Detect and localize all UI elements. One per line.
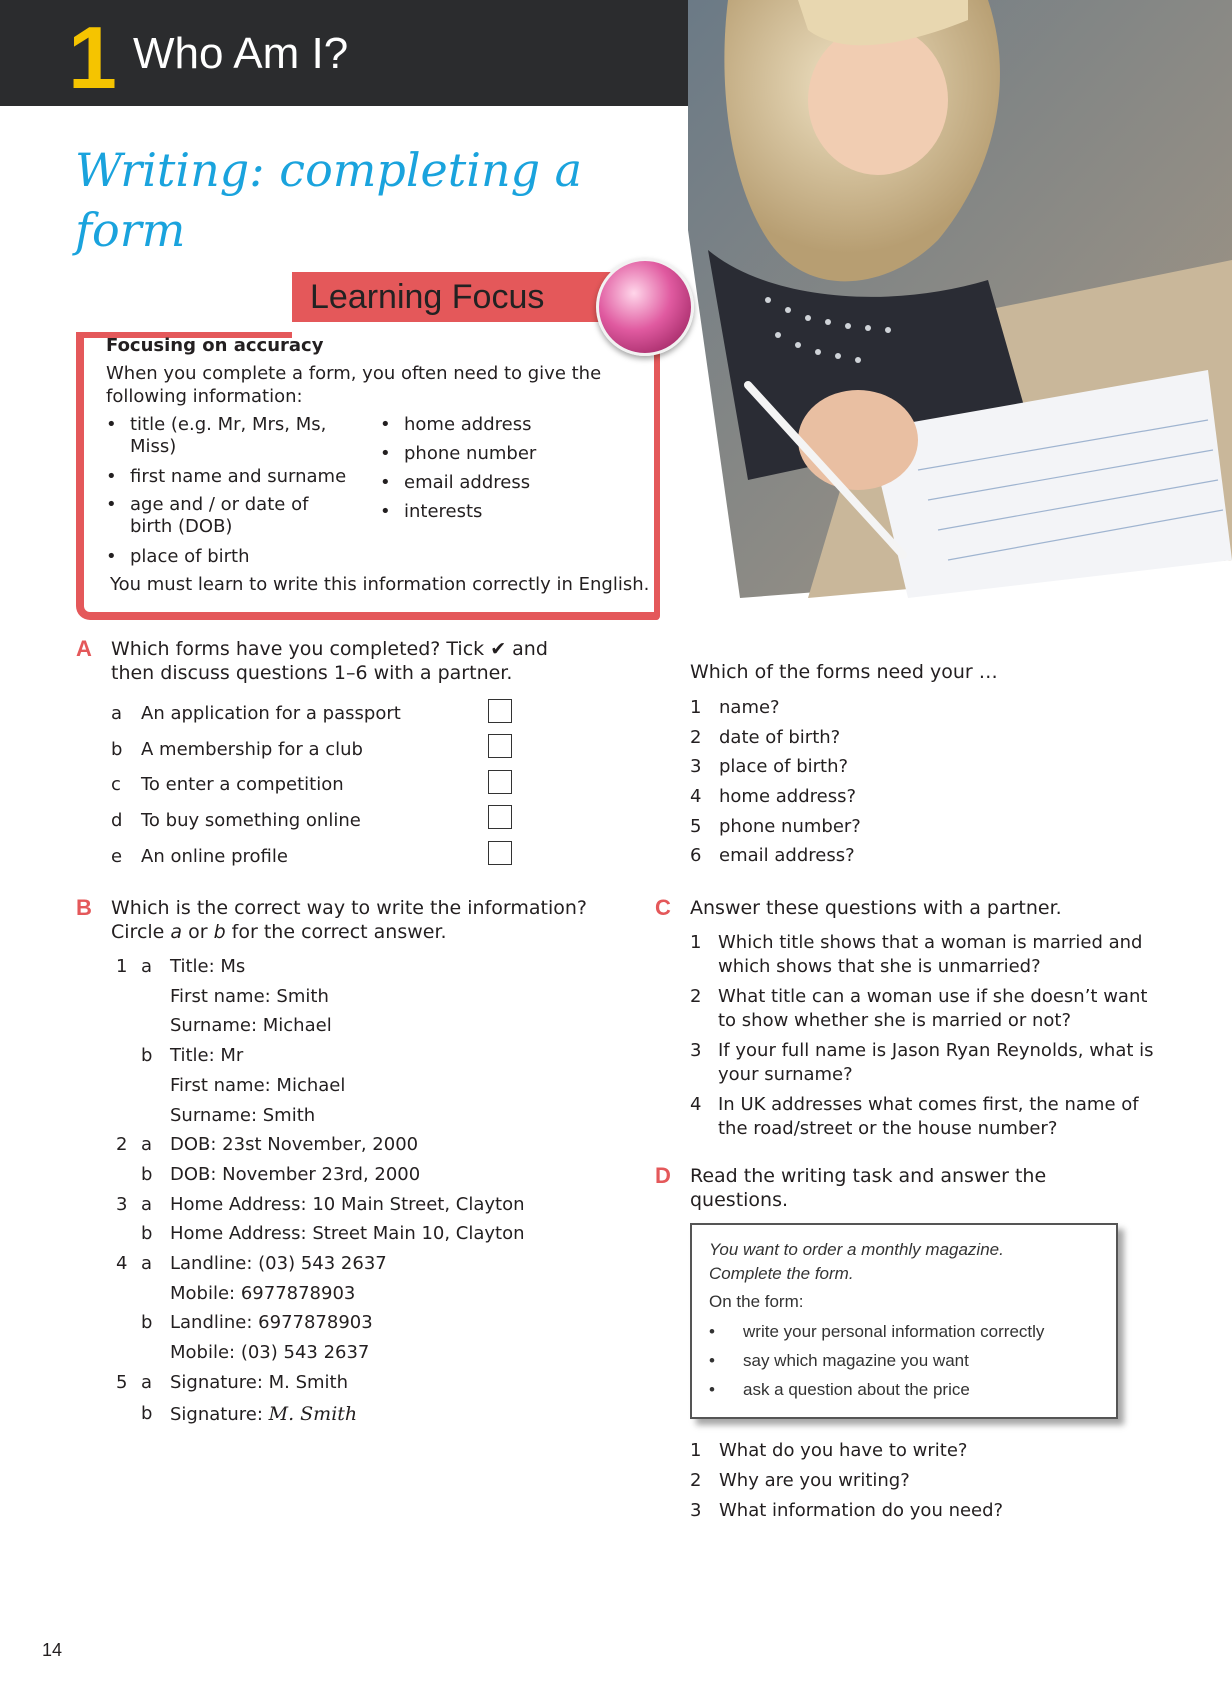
- exercise-a-item-letter: d: [111, 810, 123, 831]
- answer-text: First name: Michael: [170, 1075, 346, 1096]
- answer-option: a: [141, 1253, 153, 1274]
- task-bullet: ask a question about the price: [743, 1380, 970, 1399]
- bullet-icon: •: [709, 1351, 715, 1370]
- signature-script: M. Smith: [268, 1403, 358, 1425]
- exercise-a-item-text: A membership for a club: [141, 739, 363, 760]
- online-profile-checkbox[interactable]: [488, 841, 512, 865]
- question-number: 1: [690, 1440, 702, 1461]
- question-number: 2: [690, 727, 702, 748]
- bullet-icon: •: [380, 443, 391, 464]
- answer-text: First name: Smith: [170, 986, 329, 1007]
- bullet-icon: •: [380, 472, 391, 493]
- question-text: If your full name is Jason Ryan Reynolds, what is: [718, 1040, 1154, 1061]
- question-text: which shows that she is unmarried?: [718, 956, 1041, 977]
- learning-focus-heading: Focusing on accuracy: [106, 335, 324, 356]
- exercise-a-question-lead: Which of the forms need your …: [690, 661, 998, 683]
- exercise-c-letter: C: [655, 895, 671, 920]
- task-bullet: say which magazine you want: [743, 1351, 969, 1370]
- answer-option: b: [141, 1164, 153, 1185]
- bullet-icon: •: [709, 1380, 715, 1399]
- bullet-icon: •: [106, 546, 117, 567]
- bullet-icon: •: [106, 494, 117, 515]
- answer-number: 3: [116, 1194, 128, 1215]
- girl-writing-photo: [688, 0, 1232, 598]
- answer-option: b: [141, 1223, 153, 1244]
- answer-number: 1: [116, 956, 128, 977]
- question-text: phone number?: [719, 816, 861, 837]
- question-number: 3: [690, 756, 702, 777]
- exercise-d-instruction: questions.: [690, 1189, 789, 1211]
- learning-focus-outro: You must learn to write this information correctly in English.: [110, 574, 650, 595]
- answer-option: a: [141, 1134, 153, 1155]
- answer-option: a: [141, 1372, 153, 1393]
- task-text: On the form:: [709, 1292, 804, 1311]
- exercise-b-instruction: Which is the correct way to write the information?: [111, 897, 587, 919]
- answer-text: DOB: November 23rd, 2000: [170, 1164, 421, 1185]
- exercise-a-letter: A: [76, 636, 92, 661]
- answer-text: Mobile: 6977878903: [170, 1283, 356, 1304]
- question-number: 5: [690, 816, 702, 837]
- answer-option: a: [141, 956, 153, 977]
- answer-option: b: [141, 1312, 153, 1333]
- answer-option: a: [141, 1194, 153, 1215]
- exercise-a-item-text: To enter a competition: [141, 774, 344, 795]
- exercise-a-instruction: then discuss questions 1–6 with a partner.: [111, 662, 513, 684]
- unit-title: Who Am I?: [133, 29, 349, 78]
- question-number: 1: [690, 932, 702, 953]
- section-title: Writing: completing a form: [75, 143, 583, 257]
- answer-option: b: [141, 1045, 153, 1066]
- answer-number: 2: [116, 1134, 128, 1155]
- learning-focus-intro: When you complete a form, you often need to give the following information:: [106, 363, 602, 407]
- exercise-b-instruction: Circle a or b for the correct answer.: [111, 921, 447, 943]
- task-text: Complete the form.: [709, 1264, 854, 1283]
- question-text: What title can a woman use if she doesn’t want: [718, 986, 1148, 1007]
- bullet-icon: •: [709, 1322, 715, 1341]
- question-text: What do you have to write?: [719, 1440, 968, 1461]
- bullet-icon: •: [106, 414, 117, 435]
- answer-text: Surname: Michael: [170, 1015, 332, 1036]
- exercise-a-item-text: An online profile: [141, 846, 288, 867]
- exercise-b-letter: B: [76, 895, 92, 920]
- exercise-a-item-letter: b: [111, 739, 123, 760]
- question-text: the road/street or the house number?: [718, 1118, 1058, 1139]
- bullet-icon: •: [106, 466, 117, 487]
- answer-text: Title: Mr: [170, 1045, 244, 1066]
- question-number: 1: [690, 697, 702, 718]
- signature-answer: Signature: M. Smith: [170, 1403, 358, 1425]
- question-number: 4: [690, 786, 702, 807]
- question-number: 6: [690, 845, 702, 866]
- online-purchase-checkbox[interactable]: [488, 805, 512, 829]
- bullet-icon: •: [380, 501, 391, 522]
- exercise-d-instruction: Read the writing task and answer the: [690, 1165, 1047, 1187]
- question-text: In UK addresses what comes first, the name of: [718, 1094, 1139, 1115]
- exercise-a-item-text: To buy something online: [141, 810, 361, 831]
- exercise-c-instruction: Answer these questions with a partner.: [690, 897, 1062, 919]
- exercise-a-item-letter: e: [111, 846, 123, 867]
- answer-text: Home Address: Street Main 10, Clayton: [170, 1223, 525, 1244]
- task-bullet: write your personal information correctly: [743, 1322, 1045, 1341]
- question-text: to show whether she is married or not?: [718, 1010, 1072, 1031]
- question-text: Which title shows that a woman is married and: [718, 932, 1143, 953]
- page-number: 14: [42, 1640, 63, 1660]
- question-text: email address?: [719, 845, 855, 866]
- question-number: 3: [690, 1040, 702, 1061]
- bullet-icon: •: [380, 414, 391, 435]
- answer-number: 5: [116, 1372, 128, 1393]
- learning-focus-label: Learning Focus: [310, 278, 545, 316]
- answer-text: Title: Ms: [170, 956, 246, 977]
- question-text: home address?: [719, 786, 857, 807]
- exercise-a-item-letter: c: [111, 774, 121, 795]
- answer-text: Mobile: (03) 543 2637: [170, 1342, 370, 1363]
- exercise-a-instruction: Which forms have you completed? Tick ✔ and: [111, 638, 548, 660]
- question-text: What information do you need?: [719, 1500, 1004, 1521]
- question-number: 2: [690, 986, 702, 1007]
- answer-number: 4: [116, 1253, 128, 1274]
- passport-checkbox[interactable]: [488, 699, 512, 723]
- question-number: 2: [690, 1470, 702, 1491]
- question-text: name?: [719, 697, 780, 718]
- answer-text: Landline: 6977878903: [170, 1312, 373, 1333]
- exercise-d-letter: D: [655, 1163, 671, 1188]
- question-text: Why are you writing?: [719, 1470, 910, 1491]
- task-text: You want to order a monthly magazine.: [709, 1240, 1004, 1259]
- club-checkbox[interactable]: [488, 734, 512, 758]
- question-text: date of birth?: [719, 727, 841, 748]
- competition-checkbox[interactable]: [488, 770, 512, 794]
- answer-text: DOB: 23st November, 2000: [170, 1134, 419, 1155]
- question-number: 3: [690, 1500, 702, 1521]
- answer-text: Landline: (03) 543 2637: [170, 1253, 387, 1274]
- unit-number: 1: [68, 8, 117, 107]
- exercise-a-item-text: An application for a passport: [141, 703, 401, 724]
- answer-text: Home Address: 10 Main Street, Clayton: [170, 1194, 525, 1215]
- exercise-a-item-letter: a: [111, 703, 123, 724]
- question-text: place of birth?: [719, 756, 849, 777]
- learning-focus-badge-icon: [596, 258, 694, 356]
- question-number: 4: [690, 1094, 702, 1115]
- answer-option: b: [141, 1403, 153, 1424]
- answer-text: Signature: M. Smith: [170, 1372, 349, 1393]
- question-text: your surname?: [718, 1064, 853, 1085]
- answer-text: Surname: Smith: [170, 1105, 316, 1126]
